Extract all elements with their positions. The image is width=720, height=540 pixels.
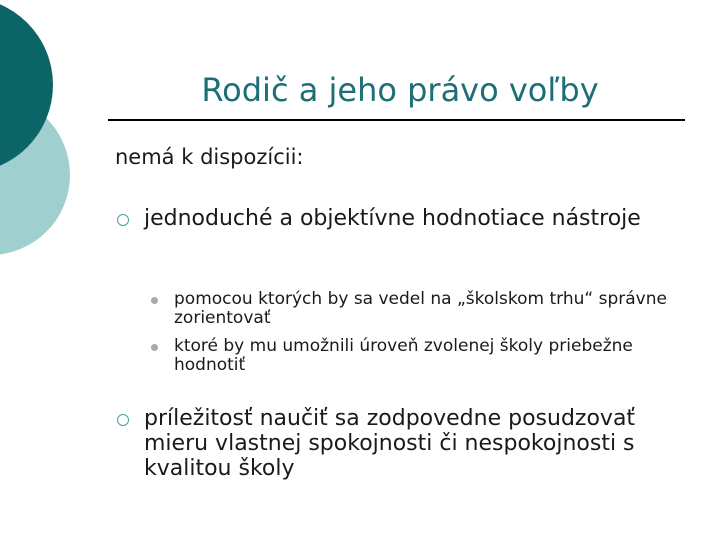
corner-decoration	[0, 0, 120, 300]
subbullet-item-orientation: pomocou ktorých by sa vedel na „školskom trhu“ správne zorientovať	[174, 289, 667, 328]
bullet-item-tools: jednoduché a objektívne hodnotiace nástroje	[144, 206, 641, 231]
level1-bullet-icon	[117, 214, 129, 226]
level2-bullet-icon	[151, 344, 158, 351]
bullet-item-opportunity: príležitosť naučiť sa zodpovedne posudzovať mieru vlastnej spokojnosti či nespokojnosti s kvalitou školy	[144, 406, 636, 481]
title-divider	[108, 119, 685, 121]
slide-title: Rodič a jeho právo voľby	[201, 71, 599, 109]
level1-bullet-icon	[117, 414, 129, 426]
level2-bullet-icon	[151, 297, 158, 304]
intro-text: nemá k dispozícii:	[115, 145, 304, 169]
subbullet-item-evaluation: ktoré by mu umožnili úroveň zvolenej školy priebežne hodnotiť	[174, 336, 633, 375]
